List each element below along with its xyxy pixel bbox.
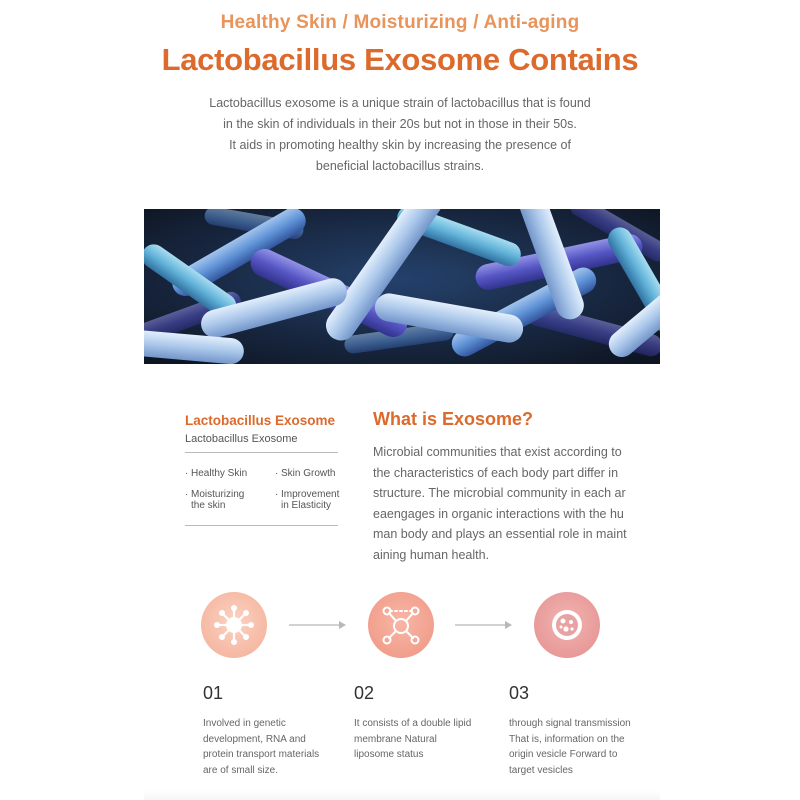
step-description <box>354 716 471 763</box>
bottom-edge <box>144 790 660 800</box>
intro-line: It aids in promoting healthy skin by increasing the presence of <box>229 138 571 152</box>
page-title: Lactobacillus Exosome Contains <box>161 42 639 77</box>
description-line: Microbial communities that exist according to <box>373 445 622 459</box>
ingredient-panel <box>185 413 340 526</box>
step-number: 01 <box>203 683 224 703</box>
description-line: aining human health. <box>373 547 490 562</box>
step-line: are of small size. <box>203 764 279 776</box>
description-line: eaengages in organic interactions with the hu <box>373 506 624 521</box>
intro-line: Lactobacillus exosome is a unique strain of lactobacillus that is found <box>209 96 591 110</box>
step-line: protein transport materials <box>203 749 320 760</box>
step-number: 03 <box>509 683 530 703</box>
description-line: man body and plays an essential role in maint <box>373 527 627 541</box>
step-1 <box>203 683 319 778</box>
description-line: structure. The microbial community in each ar <box>373 486 626 500</box>
molecule-network-icon <box>368 592 434 658</box>
cell-vesicle-icon <box>534 592 600 658</box>
step-line: development, RNA and <box>203 733 306 745</box>
benefit-label: in Elasticity <box>281 500 332 511</box>
benefit-item <box>275 468 335 479</box>
step-line: liposome status <box>354 749 424 760</box>
step-line: membrane Natural <box>354 733 437 745</box>
step-number: 02 <box>354 683 375 703</box>
benefit-label: Improvement <box>281 489 340 500</box>
step-line: through signal transmission <box>509 718 631 729</box>
benefit-item <box>275 489 339 511</box>
ingredient-subtitle: Lactobacillus Exosome <box>185 433 298 445</box>
step-description <box>203 716 319 778</box>
step-line: target vesicles <box>509 764 573 776</box>
benefit-label: Moisturizing <box>191 489 245 500</box>
bullet: · <box>275 489 279 500</box>
step-line: That is, information on the <box>509 733 625 745</box>
step-line: origin vesicle Forward to <box>509 749 618 760</box>
bacteria-illustration <box>144 209 660 364</box>
bullet: · <box>275 468 279 479</box>
benefit-item <box>185 468 247 479</box>
arrow-right-icon <box>289 619 347 631</box>
virus-particle-icon <box>201 592 267 658</box>
benefit-label: the skin <box>191 500 226 511</box>
description-line: the characteristics of each body part differ in <box>373 465 619 480</box>
benefit-label: Skin Growth <box>281 468 336 479</box>
divider <box>185 525 338 526</box>
tagline: Healthy Skin / Moisturizing / Anti-aging <box>220 12 580 33</box>
step-2 <box>354 683 471 763</box>
exosome-title: What is Exosome? <box>373 409 534 429</box>
exosome-description <box>373 442 633 565</box>
ingredient-title: Lactobacillus Exosome <box>185 413 336 428</box>
benefit-item <box>185 489 244 511</box>
arrow-right-icon <box>455 619 513 631</box>
bullet: · <box>185 489 189 500</box>
exosome-panel <box>373 409 633 565</box>
lactobacillus-banner-image <box>144 209 660 364</box>
step-line: It consists of a double lipid <box>354 718 472 729</box>
step-3 <box>509 683 631 778</box>
intro-line: in the skin of individuals in their 20s but not in those in their 50s. <box>223 117 577 131</box>
bullet: · <box>185 468 189 479</box>
benefit-list <box>185 453 340 515</box>
benefit-label: Healthy Skin <box>191 468 248 479</box>
intro-line: beneficial lactobacillus strains. <box>315 159 485 173</box>
step-description <box>509 716 631 778</box>
step-line: Involved in genetic <box>203 718 286 729</box>
intro-paragraph <box>150 93 650 177</box>
